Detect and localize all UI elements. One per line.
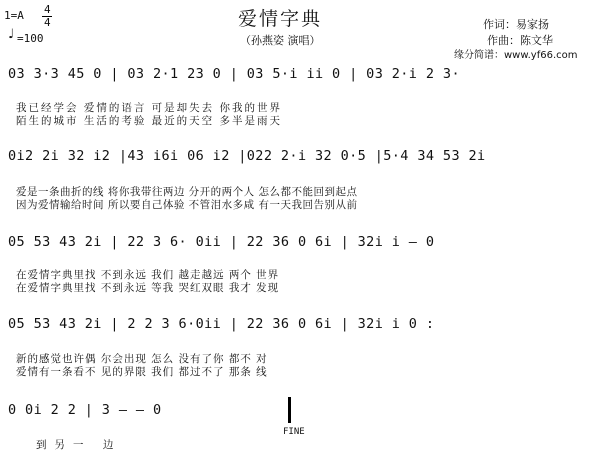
- notation-row-2: 0i2 2i 32 i2 |43 i6i 06 i2 |022 2·i 32 0·5 |5·4 34 53 2i: [8, 148, 486, 164]
- lyrics-row-1-verse-1: 我已经学会 爱情的语言 可是却失去 你我的世界: [16, 102, 283, 114]
- lyrics-row-4-verse-2: 爱情有一条看不 见的界限 我们 都过不了 那条 线: [16, 366, 268, 378]
- lyrics-row-3-verse-1: 在爱情字典里找 不到永远 我们 越走越远 两个 世界: [16, 269, 280, 281]
- quarter-note-icon: ♩: [8, 27, 15, 42]
- notation-row-4: 05 53 43 2i | 2 2 3 6·0ii | 22 36 0 6i | 32i i 0 :: [8, 316, 435, 332]
- time-signature-bottom: 4: [44, 16, 51, 29]
- lyrics-row-1-verse-2: 陌生的城市 生活的考验 最近的天空 多半是雨天: [16, 115, 283, 127]
- composer-credit: 作曲：陈文华: [487, 34, 553, 47]
- notation-row-5: 0 0i 2 2 | 3 – – 0: [8, 402, 162, 418]
- website-credit: 缘分简谱：www.yf66.com: [454, 50, 578, 61]
- lyrics-row-4-verse-1: 新的感觉也许偶 尔会出现 怎么 没有了你 都不 对: [16, 353, 268, 365]
- time-signature-top: 4: [44, 3, 51, 16]
- lyricist-credit: 作词：易家扬: [483, 18, 549, 31]
- tempo-marking: =100: [17, 32, 44, 45]
- fine-mark: FINE: [283, 427, 305, 437]
- lyrics-row-3-verse-2: 在爱情字典里找 不到永远 等我 哭红双眼 我才 发现: [16, 282, 280, 294]
- notation-row-3: 05 53 43 2i | 22 3 6· 0ii | 22 36 0 6i | 32i i – 0: [8, 234, 435, 250]
- singer-credit: （孙燕姿 演唱）: [240, 34, 321, 47]
- lyrics-row-2-verse-1: 爱是一条曲折的线 将你我带往两边 分开的两个人 怎么都不能回到起点: [16, 186, 358, 198]
- final-barline: [288, 397, 291, 423]
- song-title: 爱情字典: [238, 8, 323, 30]
- lyrics-row-2-verse-2: 因为爱情输给时间 所以要自己体验 不管泪水多咸 有一天我回告别从前: [16, 199, 358, 211]
- notation-row-1: 03 3·3 45 0 | 03 2·1 23 0 | 03 5·i ii 0 | 03 2·i 2 3·: [8, 66, 460, 82]
- lyrics-row-5: 到另一 边: [36, 439, 122, 451]
- key-signature: 1=A: [4, 9, 24, 22]
